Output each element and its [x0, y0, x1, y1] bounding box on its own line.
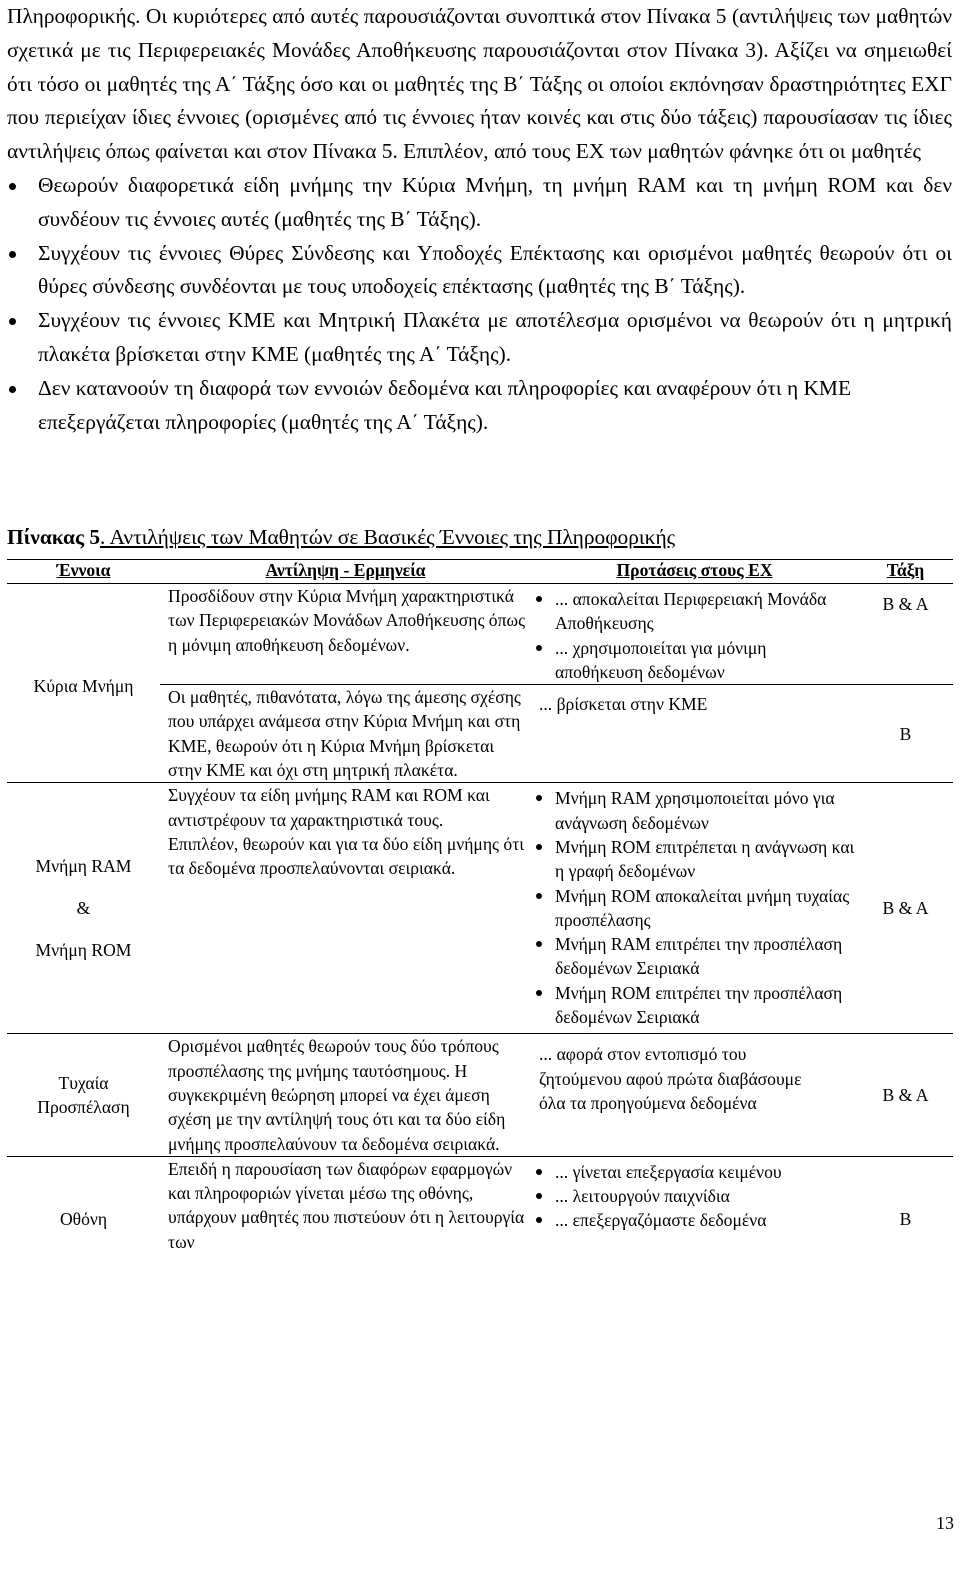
- header-grade: Τάξη: [858, 560, 953, 584]
- concept-cell: [7, 783, 160, 1034]
- grade-cell: Β: [899, 1208, 912, 1229]
- table-row: [7, 584, 953, 685]
- suggestion-item: Μνήμη RAM επιτρέπει την προσπέλαση δεδομένων Σειριακά: [531, 932, 858, 981]
- page-number: 13: [936, 1513, 954, 1533]
- header-concept: Έννοια: [7, 560, 160, 584]
- concept-line: Τυχαία: [58, 1072, 109, 1093]
- table-row: [7, 1034, 953, 1156]
- suggestion-item: Μνήμη RAM χρησιμοποιείται μόνο για ανάγνωση δεδομένων: [531, 786, 858, 835]
- conception-text: Συγχέουν τα είδη μνήμης RAM και ROM και αντιστρέφουν τα χαρακτηριστικά τους.: [168, 785, 490, 830]
- concept-cell: [7, 1034, 160, 1156]
- conception-cell: Οι μαθητές, πιθανότατα, λόγω της άμεσης σχέσης που υπάρχει ανάμεσα στην Κύρια Μνήμη και στη ΚΜΕ, θεωρούν ότι η Κύρια Μνήμη βρίσκεται στην ΚΜΕ και όχι στη μητρική πλακέτα.: [160, 685, 531, 783]
- suggestions-cell: ... αφορά στον εντοπισμό του ζητούμενου αφού πρώτα διαβάσουμε όλα τα προηγούμενα δεδομένα: [531, 1034, 858, 1156]
- suggestions-cell: ... βρίσκεται στην ΚΜΕ: [531, 685, 858, 783]
- conception-cell: [160, 783, 531, 1034]
- suggestion-item: ... λειτουργούν παιχνίδια: [531, 1184, 858, 1208]
- suggestion-item: Μνήμη ROM αποκαλείται μνήμη τυχαίας προσπέλασης: [531, 884, 858, 933]
- suggestion-item: ... επεξεργαζόμαστε δεδομένα: [531, 1208, 858, 1232]
- suggestion-item: ... αποκαλείται Περιφερειακή Μονάδα Αποθήκευσης: [531, 587, 858, 636]
- concept-cell: Οθόνη: [59, 1208, 108, 1229]
- intro-paragraph: Πληροφορικής. Οι κυριότερες από αυτές παρουσιάζονται συνοπτικά στον Πίνακα 5 (αντιλήψεις των μαθητών σχετικά με τις Περιφερειακές Μονάδες Αποθήκευσης παρουσιάζονται στον Πίνακα 3). Αξίζει να σημειωθεί ότι τόσο οι μαθητές της Α΄ Τάξης όσο και οι μαθητές της Β΄ Τάξης οι οποίοι εκπόνησαν δραστηριότητες ΕΧΓ που περιείχαν ίδιες έννοιες (ορισμένες από τις έννοιες ήταν κοινές και στις δύο τάξεις) παρουσίασαν τις ίδιες αντιλήψεις όπως φαίνεται και στον Πίνακα 5. Επιπλέον, από τους ΕΧ των μαθητών φάνηκε ότι οι μαθητές: [7, 4, 952, 164]
- header-conception: Αντίληψη - Ερμηνεία: [160, 560, 531, 584]
- observations-list: [7, 169, 952, 439]
- header-suggestions: Προτάσεις στους ΕΧ: [531, 560, 858, 584]
- concept-cell: Κύρια Μνήμη: [7, 584, 160, 783]
- observation-item: Δεν κατανοούν τη διαφορά των εννοιών δεδομένα και πληροφορίες και αναφέρουν ότι η ΚΜΕ επεξεργάζεται πληροφορίες (μαθητές της Α΄ Τάξης).: [7, 372, 952, 440]
- table-row: [7, 783, 953, 1034]
- table-caption: [7, 524, 675, 550]
- concept-line: Μνήμη ROM: [35, 940, 132, 961]
- conception-cell: Προσδίδουν στην Κύρια Μνήμη χαρακτηριστικά των Περιφερειακών Μονάδων Αποθήκευσης όπως η μόνιμη αποθήκευση δεδομένων.: [160, 584, 531, 685]
- conception-cell: Επειδή η παρουσίαση των διαφόρων εφαρμογών και πληροφοριών γίνεται μέσω της οθόνης, υπάρχουν μαθητές που πιστεύουν ότι η λειτουργία των: [168, 1158, 525, 1252]
- suggestion-item: ... χρησιμοποιείται για μόνιμη αποθήκευση δεδομένων: [531, 636, 858, 685]
- suggestion-item: Μνήμη ROM επιτρέπεται η ανάγνωση και η γραφή δεδομένων: [531, 835, 858, 884]
- table-caption-text: . Αντιλήψεις των Μαθητών σε Βασικές Έννοιες της Πληροφορικής: [100, 525, 676, 549]
- grade-cell: Β: [858, 685, 953, 783]
- conception-cell: Ορισμένοι μαθητές θεωρούν τους δύο τρόπους προσπέλασης της μνήμης ταυτόσημους. Η συγκεκριμένη θεώρηση μπορεί να έχει άμεση σχέση με την αντίληψή τους ότι και τα δύο είδη μνήμης προσπελαύνουν τα δεδομένα σειριακά.: [160, 1034, 531, 1156]
- concept-line: Προσπέλαση: [37, 1097, 130, 1118]
- conceptions-table: [7, 559, 953, 1295]
- conception-text: Επιπλέον, θεωρούν και για τα δύο είδη μνήμης ότι τα δεδομένα προσπελαύνονται σειριακά.: [168, 833, 525, 879]
- grade-cell: Β & Α: [858, 783, 953, 1034]
- table-caption-label: Πίνακας 5: [7, 525, 101, 549]
- grade-cell: Β & Α: [858, 584, 953, 685]
- concept-line: Μνήμη RAM: [35, 856, 132, 877]
- observation-item: Συγχέουν τις έννοιες ΚΜΕ και Μητρική Πλακέτα με αποτέλεσμα ορισμένοι να θεωρούν ότι η μητρική πλακέτα βρίσκεται στην ΚΜΕ (μαθητές της Α΄ Τάξης).: [7, 304, 952, 372]
- suggestions-list: [531, 786, 858, 1029]
- suggestions-cell: [531, 1156, 858, 1295]
- suggestion-item: Μνήμη ROM επιτρέπει την προσπέλαση δεδομένων Σειριακά: [531, 981, 858, 1030]
- observation-item: Συγχέουν τις έννοιες Θύρες Σύνδεσης και Υποδοχές Επέκτασης και ορισμένοι μαθητές θεωρούν ότι οι θύρες σύνδεσης συνδέονται με τους υποδοχείς επέκτασης (μαθητές της Β΄ Τάξης).: [7, 237, 952, 305]
- grade-cell: Β & Α: [858, 1034, 953, 1156]
- suggestion-item: ... γίνεται επεξεργασία κειμένου: [531, 1160, 858, 1184]
- page: [7, 0, 954, 1533]
- suggestions-cell: [531, 584, 858, 685]
- table-row: [7, 1156, 953, 1295]
- observation-item: Θεωρούν διαφορετικά είδη μνήμης την Κύρια Μνήμη, τη μνήμη RAM και τη μνήμη ROM και δεν συνδέουν τις έννοιες αυτές (μαθητές της Β΄ Τάξης).: [7, 169, 952, 237]
- suggestions-list: [531, 587, 858, 684]
- suggestions-cell: [531, 783, 858, 1034]
- table-header-row: [7, 560, 953, 584]
- suggestions-list: [531, 1160, 858, 1233]
- concept-line: &: [76, 898, 91, 919]
